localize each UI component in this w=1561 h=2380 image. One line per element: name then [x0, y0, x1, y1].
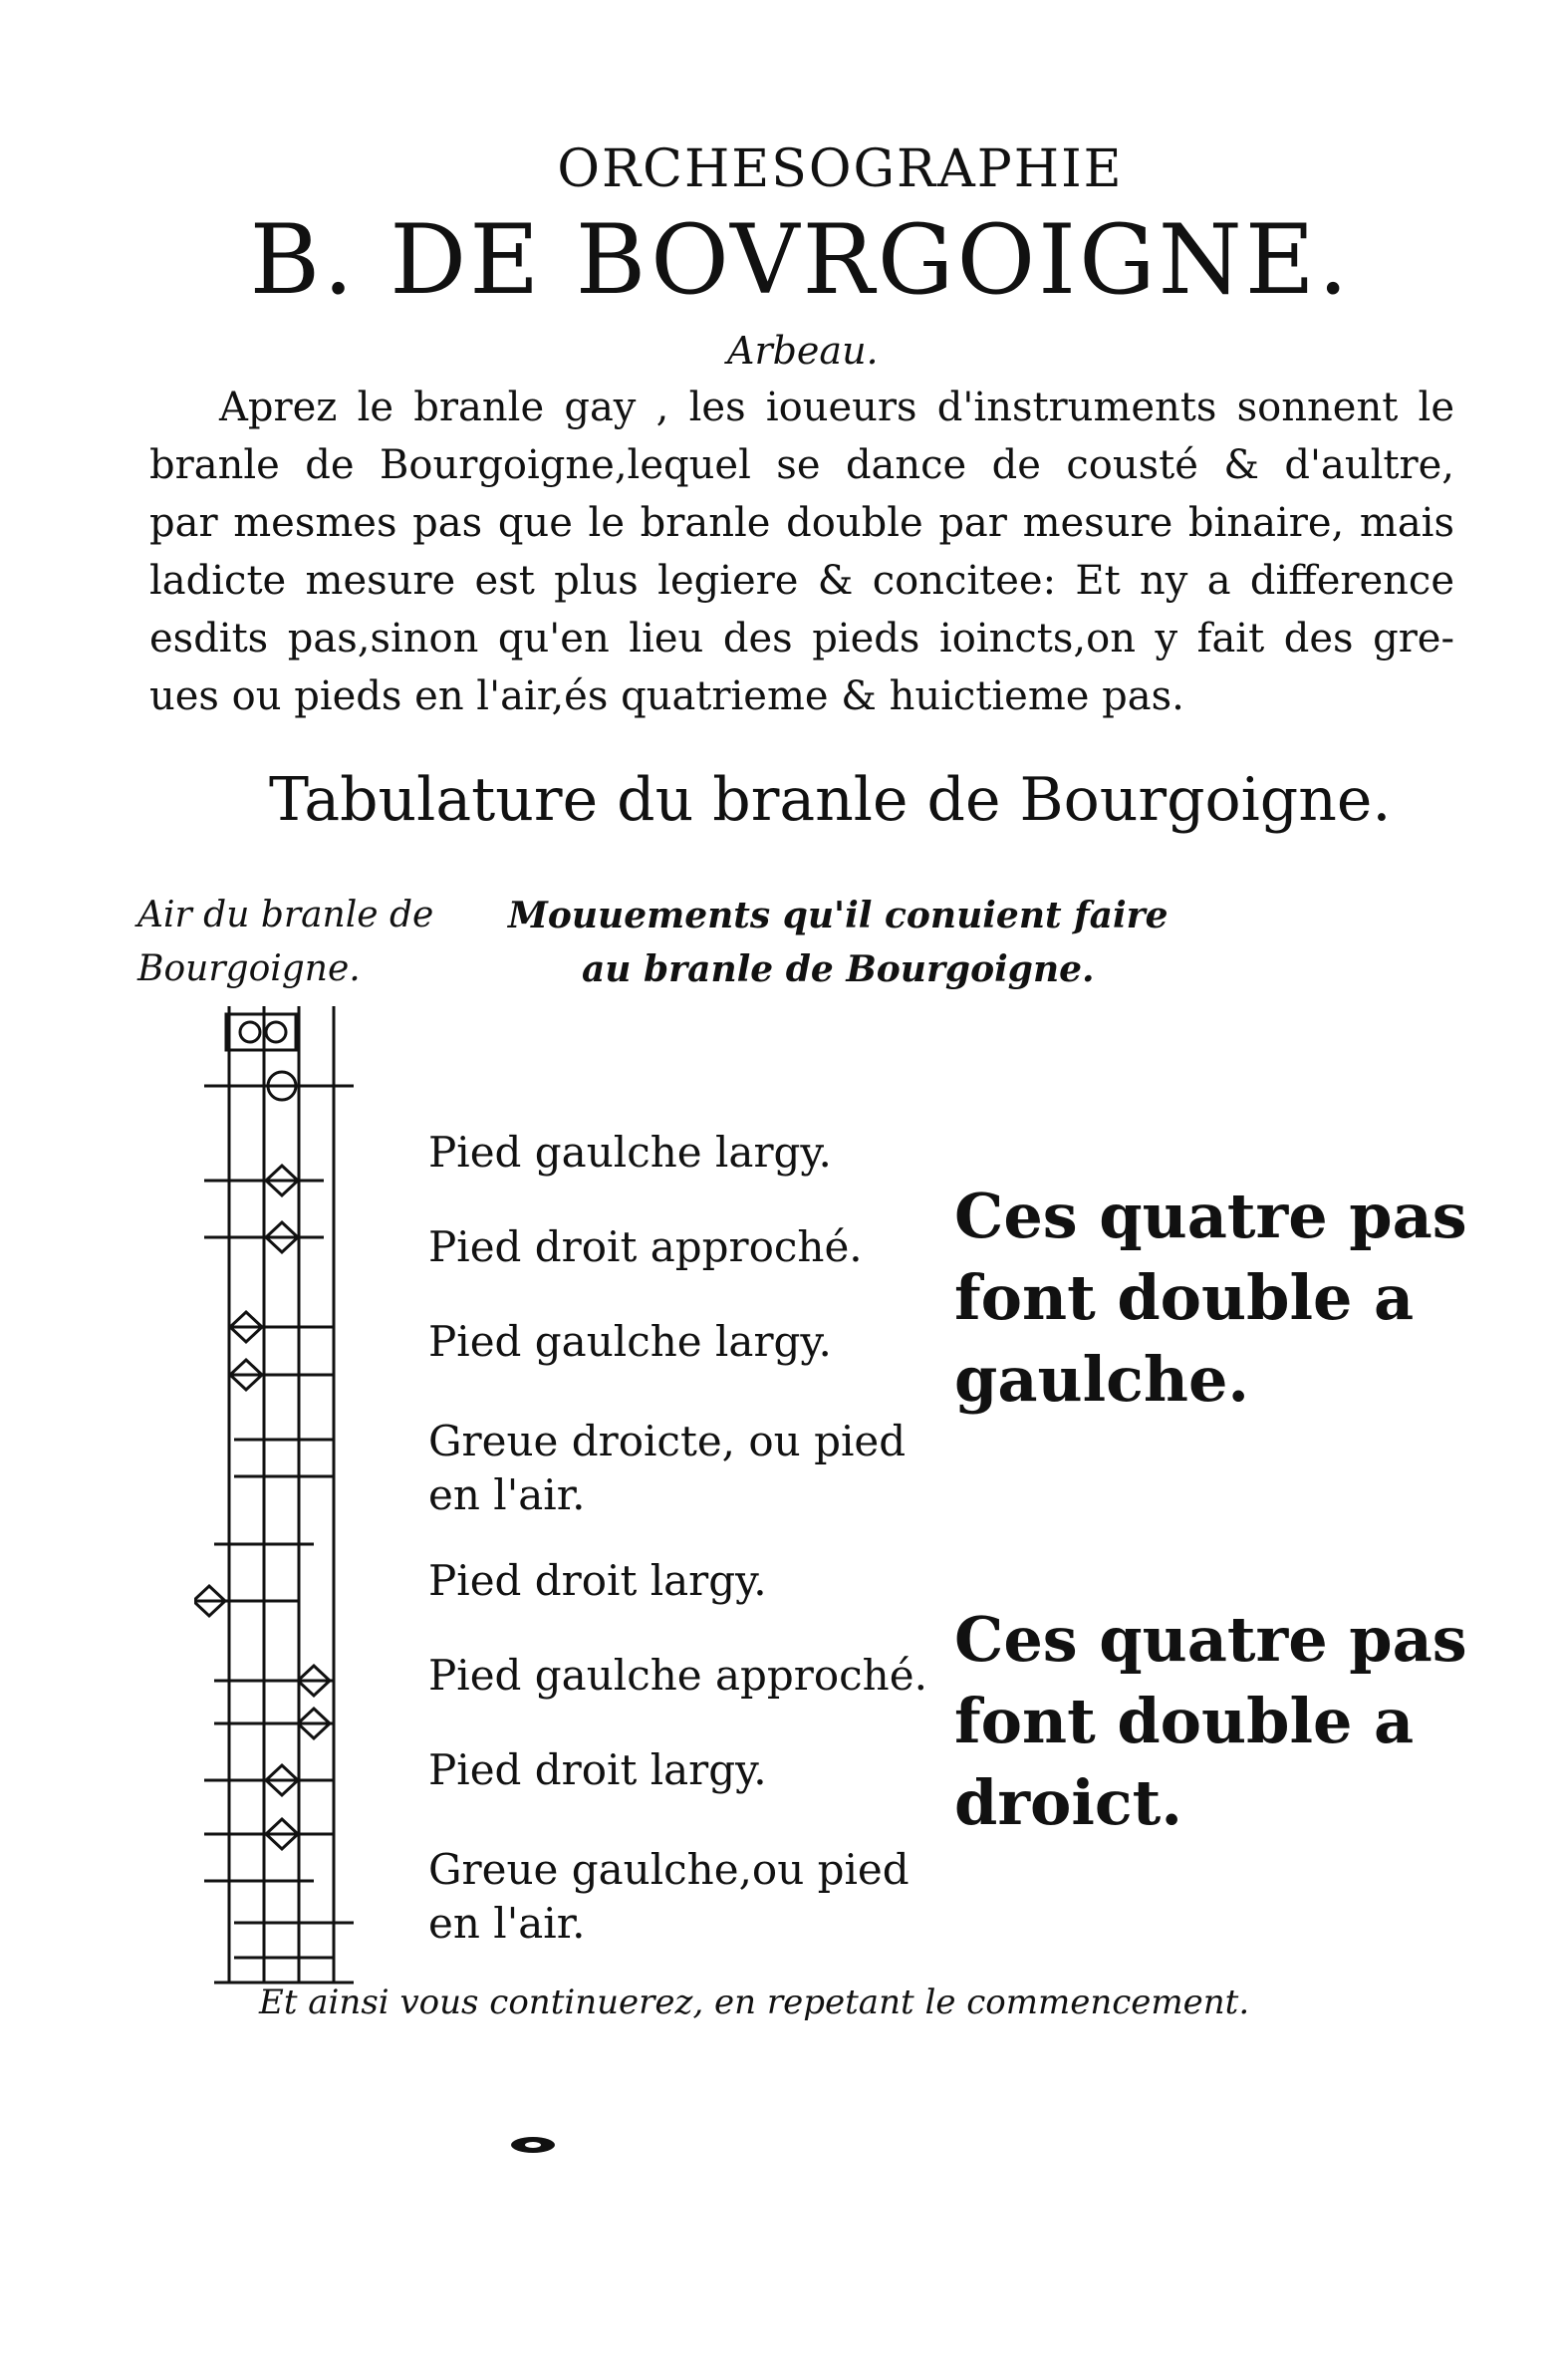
- body-line: ues ou pieds en l'air,és quatrieme & huictieme pas.: [149, 673, 1184, 719]
- speaker-name: Arbeau.: [727, 329, 879, 373]
- group-note-right: [954, 1599, 1472, 1844]
- column-heading-air-line: Bourgoigne.: [137, 948, 361, 989]
- group-note-line: gaulche.: [954, 1343, 1250, 1416]
- group-note-left: [954, 1176, 1472, 1421]
- movement-text: Pied gaulche largy.: [428, 1128, 832, 1177]
- movement-text: Pied droit largy.: [428, 1745, 767, 1794]
- dance-tablature-staff-icon: [194, 1006, 374, 2002]
- printers-ornament-icon: [508, 2134, 558, 2156]
- body-line: branle de Bourgoigne,lequel se dance de cousté & d'aultre,: [149, 442, 1454, 488]
- body-line: esdits pas,sinon qu'en lieu des pieds ioincts,on y fait des gre-: [149, 616, 1454, 661]
- column-heading-air: [137, 889, 433, 996]
- column-heading-moves-line: Mouuements qu'il conuient faire: [508, 895, 1169, 936]
- body-line: Aprez le branle gay , les ioueurs d'instruments sonnent le: [219, 385, 1454, 430]
- group-note-line: droict.: [954, 1766, 1182, 1839]
- body-line: ladicte mesure est plus legiere & concitee: Et ny a difference: [149, 558, 1454, 604]
- movement-text: Greue gaulche,ou pied: [428, 1845, 910, 1894]
- movement-text: Pied droit approché.: [428, 1222, 863, 1271]
- group-note-line: Ces quatre pas: [954, 1603, 1467, 1676]
- movement-text: Greue droicte, ou pied: [428, 1417, 907, 1465]
- movement-text: en l'air.: [428, 1899, 586, 1948]
- group-note-line: Ces quatre pas: [954, 1180, 1467, 1252]
- movement-text: Pied gaulche approché.: [428, 1651, 927, 1700]
- movement-text: Pied gaulche largy.: [428, 1317, 832, 1366]
- column-heading-moves-line: au branle de Bourgoigne.: [581, 948, 1095, 990]
- group-note-line: font double a: [954, 1261, 1415, 1334]
- closing-instruction: Et ainsi vous continuerez, en repetant le commencement.: [259, 1983, 1250, 2022]
- tabulature-heading: Tabulature du branle de Bourgoigne.: [269, 765, 1392, 835]
- group-note-line: font double a: [954, 1685, 1415, 1757]
- column-heading-air-line: Air du branle de: [137, 895, 434, 935]
- body-line: par mesmes pas que le branle double par mesure binaire, mais: [149, 500, 1454, 546]
- running-head: ORCHESOGRAPHIE: [557, 139, 1124, 199]
- movement-text: Pied droit largy.: [428, 1556, 767, 1605]
- page-title: B. DE BOVRGOIGNE.: [249, 204, 1352, 316]
- column-heading-movements: [508, 889, 1169, 996]
- movement-text: en l'air.: [428, 1470, 586, 1519]
- body-paragraph: [149, 379, 1454, 725]
